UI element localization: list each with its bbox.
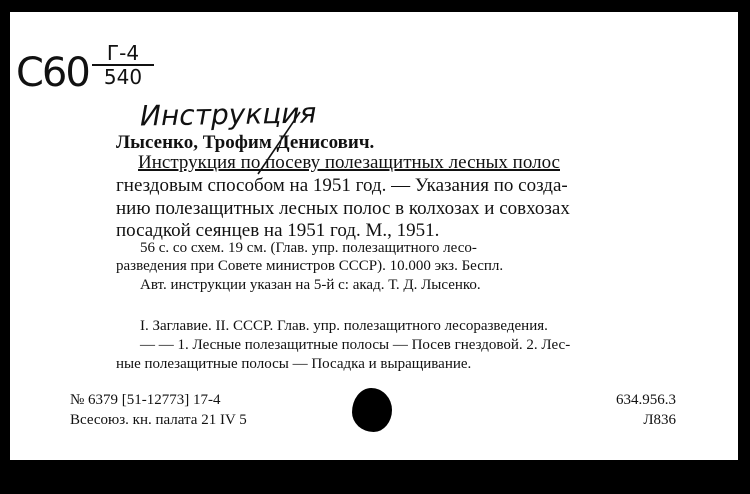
tracing-line-3: ные полезащитные полосы — Посадка и выращивание. [116,356,472,372]
author-note: Авт. инструкции указан на 5-й с: акад. Т. Д. Лысенко. [140,277,481,293]
physical-description-line-2: разведения при Совете министров СССР). 10.000 экз. Беспл. [116,258,504,274]
ink-blot [352,388,392,432]
fraction-numerator: Г-4 [106,41,140,65]
tracing-line-1: I. Заглавие. II. СССР. Глав. упр. полезащитного лесоразведения. [140,318,548,334]
author-mark: Л836 [643,412,676,428]
registration-number: № 6379 [51-12773] 17-4 [70,392,221,408]
author-heading: Лысенко, Трофим Денисович. [116,132,375,153]
title-line-1: Инструкция по посеву полезащитных лесных полос [138,152,560,173]
handwritten-title-note: Инструкция [139,96,317,133]
fraction-denominator: 540 [92,64,154,88]
title-line-4: посадкой сеянцев на 1951 год. М., 1951. [116,220,440,241]
title-line-3: нию полезащитных лесных полос в колхозах и совхозах [116,198,570,219]
title-line-2: гнездовым способом на 1951 год. — Указания по созда- [116,175,568,196]
call-number-fraction [92,42,154,88]
catalog-card [10,12,738,460]
classification-code: 634.956.3 [616,392,676,408]
tracing-line-2: — — 1. Лесные полезащитные полосы — Посев гнездовой. 2. Лес- [140,337,571,353]
physical-description-line-1: 56 с. со схем. 19 см. (Глав. упр. полезащитного лесо- [140,240,477,256]
shelf-code: С60 [16,50,89,96]
chamber-imprint: Всесоюз. кн. палата 21 IV 5 [70,412,247,428]
